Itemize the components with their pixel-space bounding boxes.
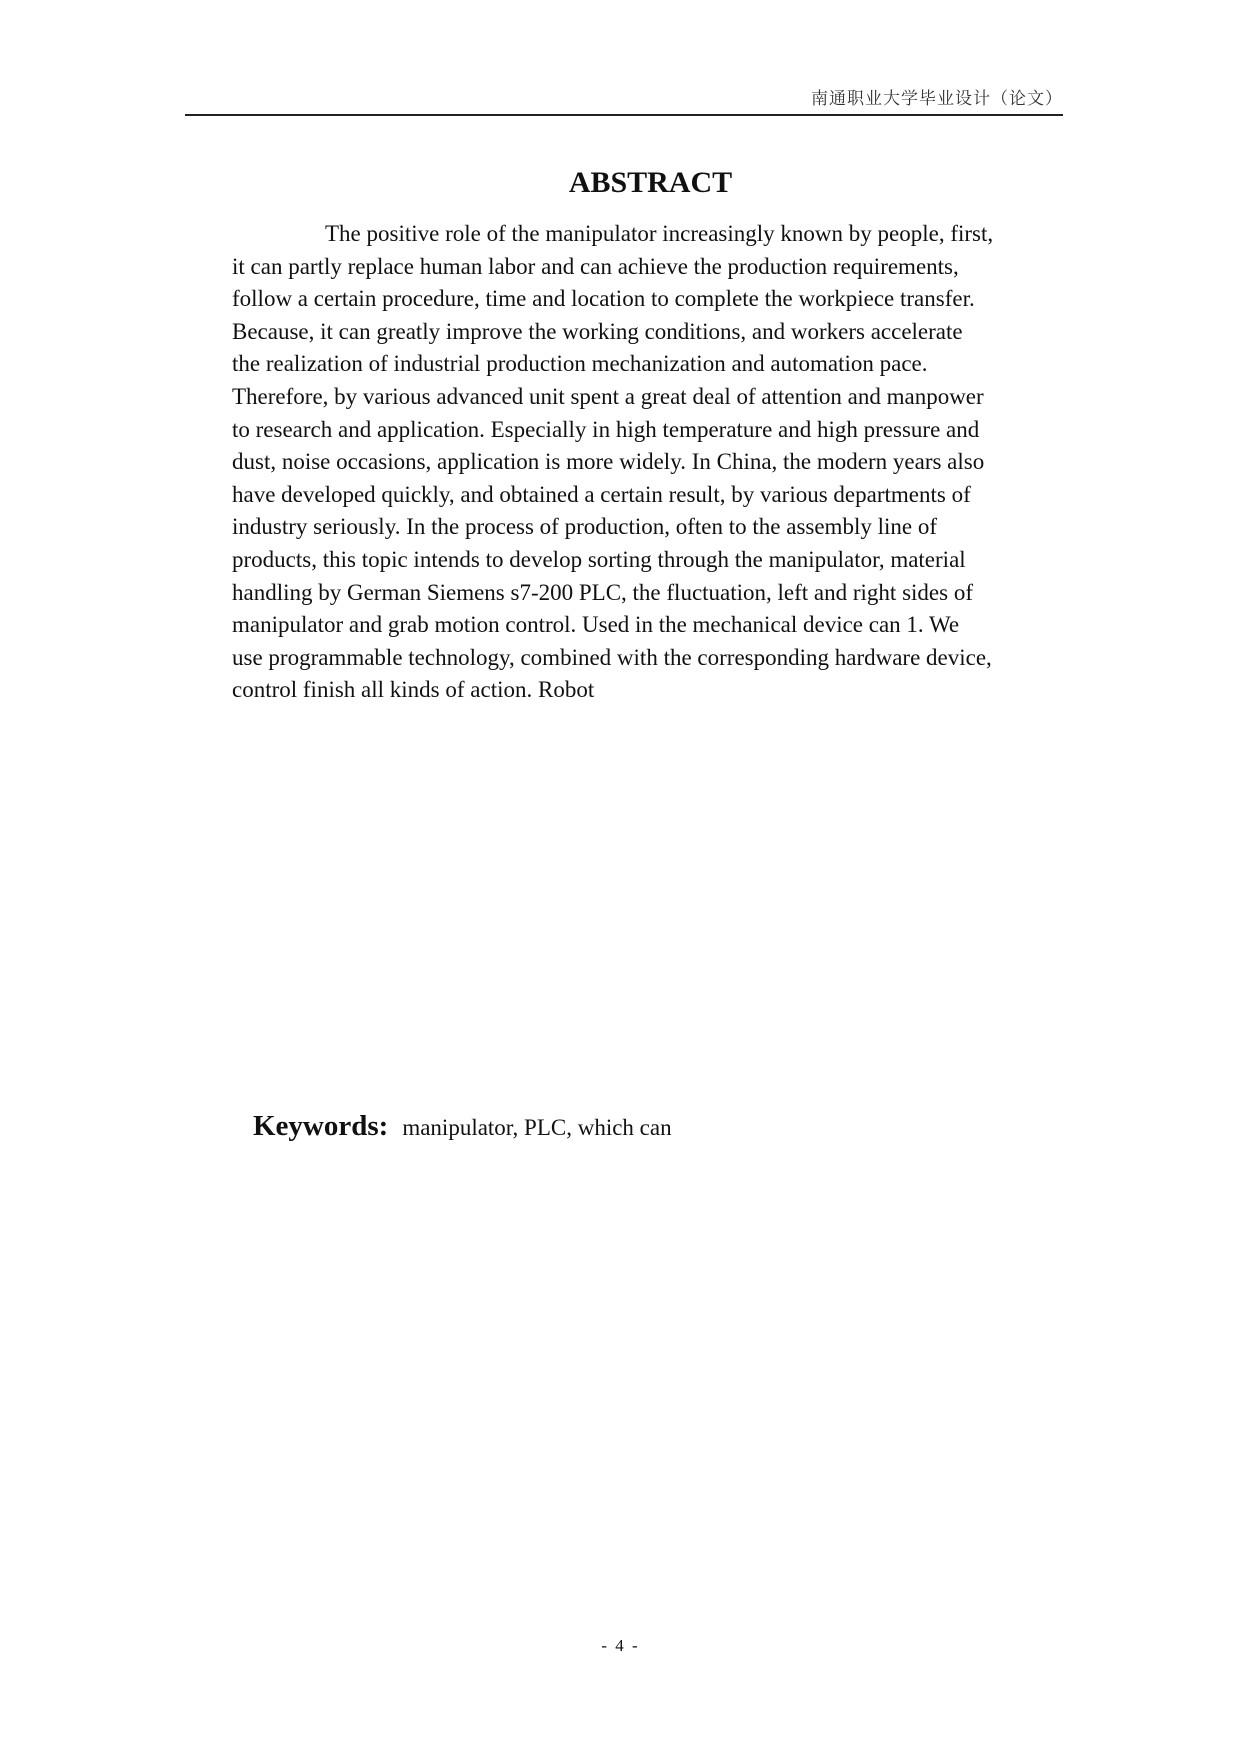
- abstract-line: dust, noise occasions, application is more widely. In China, the modern years also: [232, 449, 985, 475]
- abstract-line: the realization of industrial production mechanization and automation pace.: [232, 351, 928, 377]
- abstract-line: have developed quickly, and obtained a certain result, by various departments of: [232, 481, 971, 507]
- keywords-section: [253, 1110, 672, 1143]
- abstract-line: it can partly replace human labor and can achieve the production requirements,: [232, 253, 959, 279]
- abstract-line: handling by German Siemens s7-200 PLC, the fluctuation, left and right sides of: [232, 579, 973, 605]
- abstract-line: manipulator and grab motion control. Used in the mechanical device can 1. We: [232, 612, 960, 638]
- keywords-label: Keywords:: [253, 1110, 389, 1142]
- keywords-value: manipulator, PLC, which can: [402, 1115, 672, 1140]
- abstract-line: control finish all kinds of action. Robot: [232, 677, 595, 703]
- abstract-line: to research and application. Especially in high temperature and high pressure and: [232, 416, 980, 442]
- abstract-line: The positive role of the manipulator increasingly known by people, first,: [325, 221, 994, 246]
- abstract-body: [232, 218, 1062, 707]
- running-header: 南通职业大学毕业设计（论文）: [811, 89, 1063, 109]
- abstract-title: ABSTRACT: [568, 166, 733, 199]
- abstract-line: use programmable technology, combined with the corresponding hardware device,: [232, 644, 992, 670]
- abstract-line: industry seriously. In the process of production, often to the assembly line of: [232, 514, 937, 540]
- header-rule: [185, 114, 1063, 116]
- abstract-line: follow a certain procedure, time and location to complete the workpiece transfer.: [232, 286, 975, 312]
- page-number: - 4 -: [601, 1636, 640, 1655]
- abstract-line: products, this topic intends to develop sorting through the manipulator, material: [232, 546, 966, 572]
- abstract-line: Because, it can greatly improve the working conditions, and workers accelerate: [232, 318, 963, 344]
- abstract-line: Therefore, by various advanced unit spent a great deal of attention and manpower: [232, 383, 984, 409]
